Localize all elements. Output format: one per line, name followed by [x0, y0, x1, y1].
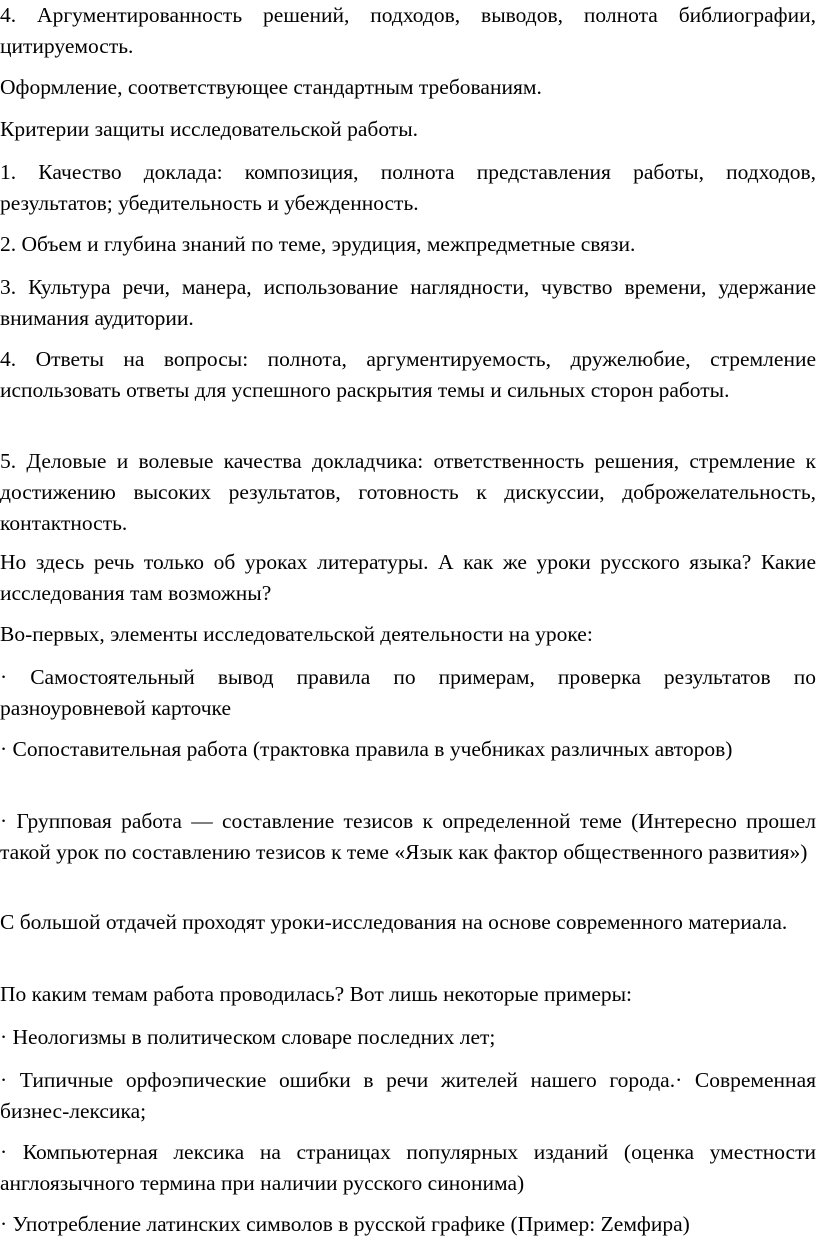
paragraph-criterion-4-argumentation: 4. Аргументированность решений, подходов, выводов, полнота библиографии, цитируемость. [0, 3, 816, 58]
paragraph-defense-criterion-1: 1. Качество доклада: композиция, полнота представления работы, подходов, результатов; убедительность и убежденность. [0, 160, 816, 215]
list-item-group-work: · Групповая работа — составление тезисов к определенной теме (Интересно прошел такой урок по составлению тезисов к теме «Язык как фактор общественного развития») [0, 809, 816, 864]
paragraph-defense-criterion-3: 3. Культура речи, манера, использование наглядности, чувство времени, удержание внимания аудитории. [0, 275, 816, 330]
paragraph-modern-material: С большой отдачей проходят уроки-исследования на основе современного материала. [0, 910, 788, 934]
paragraph-defense-criterion-2: 2. Объем и глубина знаний по теме, эрудиция, межпредметные связи. [0, 232, 636, 256]
paragraph-defense-criteria-heading: Критерии защиты исследовательской работы. [0, 117, 419, 141]
paragraph-research-elements-intro: Во-первых, элементы исследовательской деятельности на уроке: [0, 622, 593, 646]
list-item-computer-lexicon: · Компьютерная лексика на страницах популярных изданий (оценка уместности англоязычного термина при наличии русского синонима) [0, 1140, 816, 1195]
list-item-independent-conclusion: · Самостоятельный вывод правила по примерам, проверка результатов по разноуровневой карточке [0, 665, 816, 720]
list-item-orthoepic-errors: · Типичные орфоэпические ошибки в речи жителей нашего города.· Современная бизнес-лексика; [0, 1068, 816, 1123]
paragraph-formatting: Оформление, соответствующее стандартным требованиям. [0, 75, 542, 99]
paragraph-defense-criterion-4: 4. Ответы на вопросы: полнота, аргументируемость, дружелюбие, стремление использовать ответы для успешного раскрытия темы и сильных сторон работы. [0, 347, 816, 402]
paragraph-russian-language-question: Но здесь речь только об уроках литературы. А как же уроки русского языка? Какие исследования там возможны? [0, 550, 816, 605]
paragraph-topics-intro: По каким темам работа проводилась? Вот лишь некоторые примеры: [0, 982, 633, 1006]
list-item-comparative-work: · Сопоставительная работа (трактовка правила в учебниках различных авторов) [0, 737, 733, 761]
list-item-neologisms: · Неологизмы в политическом словаре последних лет; [0, 1025, 496, 1049]
paragraph-defense-criterion-5: 5. Деловые и волевые качества докладчика: ответственность решения, стремление к достижению высоких результатов, готовность к дискуссии, доброжелательность, контактность. [0, 449, 816, 535]
list-item-latin-symbols: · Употребление латинских символов в русской графике (Пример: Zемфира) [0, 1212, 690, 1236]
